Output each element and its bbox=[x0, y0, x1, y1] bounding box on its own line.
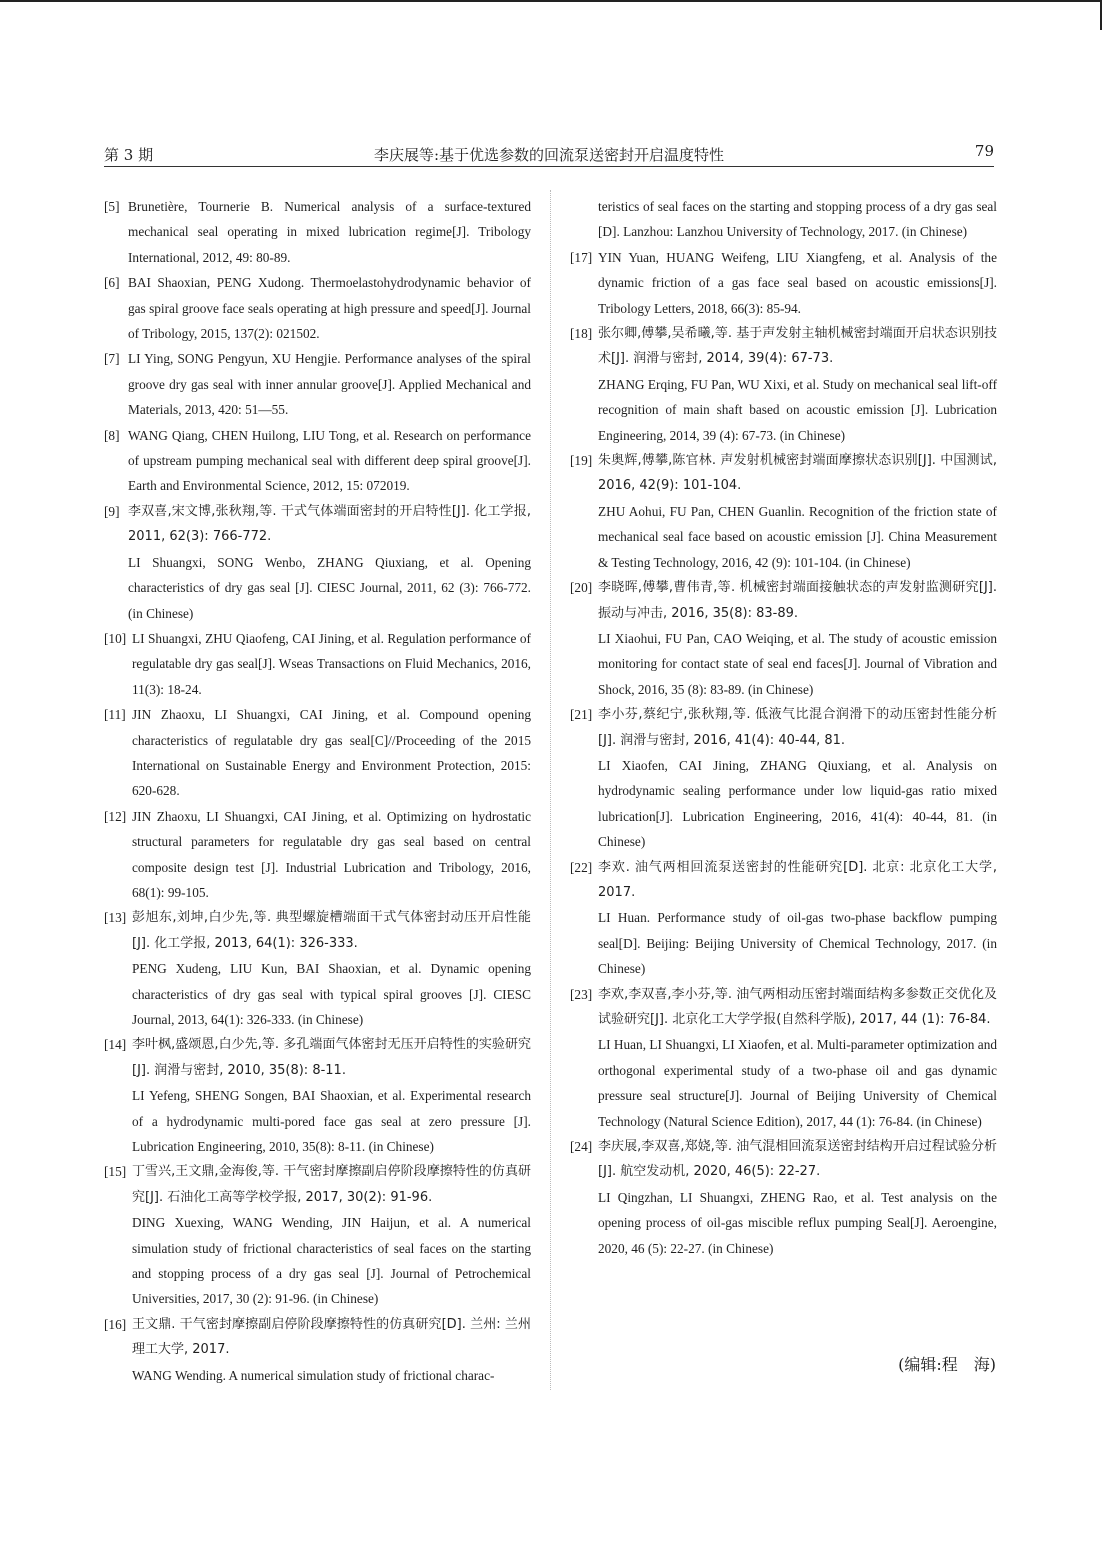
reference-item bbox=[104, 702, 531, 804]
reference-chinese-text: 李小芬,蔡纪宁,张秋翔,等. 低液气比混合润滑下的动压密封性能分析[J]. 润滑与密封, 2016, 41(4): 40-44, 81. bbox=[598, 707, 997, 748]
reference-number: [20] bbox=[570, 580, 593, 596]
reference-text: PENG Xudeng, LIU Kun, BAI Shaoxian, et al. Dynamic opening characteristics of dry gas seal with typical spiral grooves [J]. CIESC Journal, 2013, 64(1): 326-333. (in Chinese) bbox=[132, 961, 531, 1027]
reference-text: BAI Shaoxian, PENG Xudong. Thermoelastohydrodynamic behavior of gas spiral groove face seals operating at high pressure and speed[J]. Journal of Tribology, 2015, 137(2): 021502. bbox=[128, 275, 531, 342]
page-number: 79 bbox=[974, 142, 994, 160]
reference-number: [6] bbox=[104, 275, 120, 291]
right-reference-list bbox=[570, 245, 997, 1261]
reference-item bbox=[570, 321, 997, 448]
reference-number: [8] bbox=[104, 427, 120, 443]
reference-item bbox=[104, 804, 531, 906]
reference-item bbox=[104, 194, 531, 270]
reference-number: [13] bbox=[104, 910, 127, 926]
reference-text: WANG Wending. A numerical simulation study of frictional charac- bbox=[132, 1367, 495, 1383]
editor-credit: (编辑:程 海) bbox=[898, 1355, 996, 1374]
reference-number: [19] bbox=[570, 453, 593, 469]
reference-number: [15] bbox=[104, 1164, 127, 1180]
reference-chinese-text: 张尔卿,傅攀,吴希曦,等. 基于声发射主轴机械密封端面开启状态识别技术[J]. 润滑与密封, 2014, 39(4): 67-73. bbox=[598, 326, 997, 367]
reference-text: LI Shuangxi, ZHU Qiaofeng, CAI Jining, et al. Regulation performance of regulatable dry gas seal[J]. Wseas Transactions on Fluid Mechanics, 2016, 11(3): 18-24. bbox=[132, 630, 531, 697]
reference-number: [23] bbox=[570, 986, 593, 1002]
reference-number: [24] bbox=[570, 1139, 593, 1155]
reference-chinese-text: 李欢,李双喜,李小芬,等. 油气两相动压密封端面结构多参数正交优化及试验研究[J]. 北京化工大学学报(自然科学版), 2017, 44 (1): 76-84. bbox=[598, 986, 997, 1027]
reference-chinese-text: 李欢. 油气两相回流泵送密封的性能研究[D]. 北京: 北京化工大学, 2017. bbox=[598, 859, 997, 900]
reference-number: [9] bbox=[104, 503, 120, 519]
reference-chinese-text: 朱奥辉,傅攀,陈官林. 声发射机械密封端面摩擦状态识别[J]. 中国测试, 2016, 42(9): 101-104. bbox=[598, 453, 997, 494]
reference-item bbox=[570, 575, 997, 702]
reference-number: [18] bbox=[570, 326, 593, 342]
running-title: 李庆展等:基于优选参数的回流泵送密封开启温度特性 bbox=[373, 146, 725, 164]
reference-item bbox=[104, 905, 531, 1032]
reference-number: [22] bbox=[570, 859, 593, 875]
reference-number: [5] bbox=[104, 199, 120, 214]
reference-item bbox=[570, 245, 997, 321]
reference-text: ZHU Aohui, FU Pan, CHEN Guanlin. Recognition of the friction state of mechanical seal face based on acoustic emission [J]. China Measurement & Testing Technology, 2016, 42 (9): 101-104. (in Chinese) bbox=[598, 503, 997, 570]
reference-text: DING Xuexing, WANG Wending, JIN Haijun, et al. A numerical simulation study of frictional characteristics of seal faces on the starting and stopping process of a dry gas seal [J]. Journal of Petrochemical Universities, 2017, 30 (2): 91-96. (in Chinese) bbox=[132, 1215, 531, 1307]
reference-item bbox=[104, 626, 531, 702]
reference-chinese-text: 彭旭东,刘坤,白少先,等. 典型螺旋槽端面干式气体密封动压开启性能[J]. 化工学报, 2013, 64(1): 326-333. bbox=[132, 910, 531, 951]
issue-label: 第 3 期 bbox=[104, 146, 154, 164]
running-head bbox=[104, 140, 994, 166]
reference-item bbox=[570, 448, 997, 575]
reference-text: LI Xiaofen, CAI Jining, ZHANG Qiuxiang, et al. Analysis on hydrodynamic sealing performance under low liquid-gas ratio mixed lubrication[J]. Lubrication Engineering, 2016, 41(4): 40-44, 81. (in Chinese) bbox=[598, 757, 997, 850]
reference-text: LI Huan. Performance study of oil-gas two-phase backflow pumping seal[D]. Beijing: Beijing University of Chemical Technology, 2017. (in Chinese) bbox=[598, 910, 997, 977]
reference-item bbox=[104, 270, 531, 346]
reference-number: [17] bbox=[570, 249, 593, 265]
reference-text: YIN Yuan, HUANG Weifeng, LIU Xiangfeng, et al. Analysis of the dynamic friction of a gas face seal based on acoustic emissions[J]. Tribology Letters, 2018, 66(3): 85-94. bbox=[598, 249, 997, 316]
page-top-border bbox=[0, 0, 1102, 2]
reference-number: [11] bbox=[104, 707, 126, 723]
reference-text: ZHANG Erqing, FU Pan, WU Xixi, et al. Study on mechanical seal lift-off recognition of main shaft based on acoustic emission [J]. Lubrication Engineering, 2014, 39 (4): 67-73. (in Chinese) bbox=[598, 376, 997, 443]
reference-chinese-text: 丁雪兴,王文鼎,金海俊,等. 干气密封摩擦副启停阶段摩擦特性的仿真研究[J]. 石油化工高等学校学报, 2017, 30(2): 91-96. bbox=[132, 1164, 531, 1205]
reference-text: WANG Qiang, CHEN Huilong, LIU Tong, et al. Research on performance of upstream pumping mechanical seal with different deep spiral groove[J]. Earth and Environmental Science, 2012, 15: 072019. bbox=[128, 427, 531, 494]
column-divider bbox=[550, 190, 551, 1390]
reference-item bbox=[104, 346, 531, 422]
reference-text: Brunetière, Tournerie B. Numerical analysis of a surface-textured mechanical seal operating in mixed lubrication regime[J]. Tribology International, 2012, 49: 80-89. bbox=[128, 199, 531, 265]
reference-text: LI Huan, LI Shuangxi, LI Xiaofen, et al. Multi-parameter optimization and orthogonal experimental study of a two-phase oil and gas dynamic pressure seal structure[J]. Journal of Beijing University of Chemical Technology (Natural Science Edition), 2017, 44 (1): 76-84. (in Chinese) bbox=[598, 1037, 997, 1129]
reference-continuation: teristics of seal faces on the starting and stopping process of a dry gas seal [D]. Lanzhou: Lanzhou University of Technology, 2017. (in Chinese) bbox=[598, 199, 997, 240]
reference-item bbox=[570, 702, 997, 854]
reference-number: [14] bbox=[104, 1037, 127, 1053]
left-column bbox=[104, 194, 531, 1388]
reference-number: [21] bbox=[570, 707, 593, 723]
reference-text: LI Shuangxi, SONG Wenbo, ZHANG Qiuxiang, et al. Opening characteristics of dry gas seal [J]. CIESC Journal, 2011, 62 (3): 766-772. (in Chinese) bbox=[128, 554, 531, 621]
reference-text: JIN Zhaoxu, LI Shuangxi, CAI Jining, et al. Optimizing on hydrostatic structural parameters for regulatable dry gas seal based on central composite design test [J]. Industrial Lubrication and Tribology, 2016, 68(1): 99-105. bbox=[132, 808, 531, 900]
reference-item bbox=[104, 499, 531, 626]
reference-item bbox=[104, 1312, 531, 1388]
reference-item bbox=[570, 982, 997, 1134]
reference-text: JIN Zhaoxu, LI Shuangxi, CAI Jining, et al. Compound opening characteristics of regulatable dry gas seal[C]//Proceeding of the 2015 International on Sustainable Energy and Environment Protection, 2015: 620-628. bbox=[132, 707, 531, 799]
reference-text: LI Xiaohui, FU Pan, CAO Weiqing, et al. The study of acoustic emission monitoring for contact state of seal end faces[J]. Journal of Vibration and Shock, 2016, 35 (8): 83-89. (in Chinese) bbox=[598, 630, 997, 697]
reference-item bbox=[104, 1159, 531, 1311]
reference-number: [10] bbox=[104, 630, 127, 646]
reference-chinese-text: 李庆展,李双喜,郑娆,等. 油气混相回流泵送密封结构开启过程试验分析[J]. 航空发动机, 2020, 46(5): 22-27. bbox=[598, 1139, 997, 1180]
reference-item bbox=[570, 1134, 997, 1261]
reference-item bbox=[104, 423, 531, 499]
reference-number: [7] bbox=[104, 351, 120, 367]
reference-number: [16] bbox=[104, 1316, 127, 1332]
reference-text: LI Ying, SONG Pengyun, XU Hengjie. Performance analyses of the spiral groove dry gas seal with inner annular groove[J]. Applied Mechanical and Materials, 2013, 420: 51—55. bbox=[128, 351, 531, 418]
reference-text: LI Qingzhan, LI Shuangxi, ZHENG Rao, et al. Test analysis on the opening process of oil-gas miscible reflux pumping Seal[J]. Aeroengine, 2020, 46 (5): 22-27. (in Chinese) bbox=[598, 1189, 997, 1256]
reference-number: [12] bbox=[104, 808, 127, 824]
reference-chinese-text: 李晓晖,傅攀,曹伟青,等. 机械密封端面接触状态的声发射监测研究[J]. 振动与冲击, 2016, 35(8): 83-89. bbox=[598, 580, 997, 621]
right-column bbox=[570, 194, 997, 1261]
reference-text: LI Yefeng, SHENG Songen, BAI Shaoxian, et al. Experimental research of a hydrodynamic multi-pored face gas seal at zero pressure [J]. Lubrication Engineering, 2010, 35(8): 8-11. (in Chinese) bbox=[132, 1088, 531, 1155]
reference-chinese-text: 李叶枫,盛颂恩,白少先,等. 多孔端面气体密封无压开启特性的实验研究[J]. 润滑与密封, 2010, 35(8): 8-11. bbox=[132, 1037, 531, 1078]
reference-item bbox=[104, 1032, 531, 1159]
header-rule bbox=[104, 166, 994, 167]
reference-item bbox=[570, 855, 997, 982]
reference-chinese-text: 李双喜,宋文博,张秋翔,等. 干式气体端面密封的开启特性[J]. 化工学报, 2011, 62(3): 766-772. bbox=[128, 503, 531, 545]
reference-chinese-text: 王文鼎. 干气密封摩擦副启停阶段摩擦特性的仿真研究[D]. 兰州: 兰州理工大学, 2017. bbox=[132, 1316, 531, 1358]
